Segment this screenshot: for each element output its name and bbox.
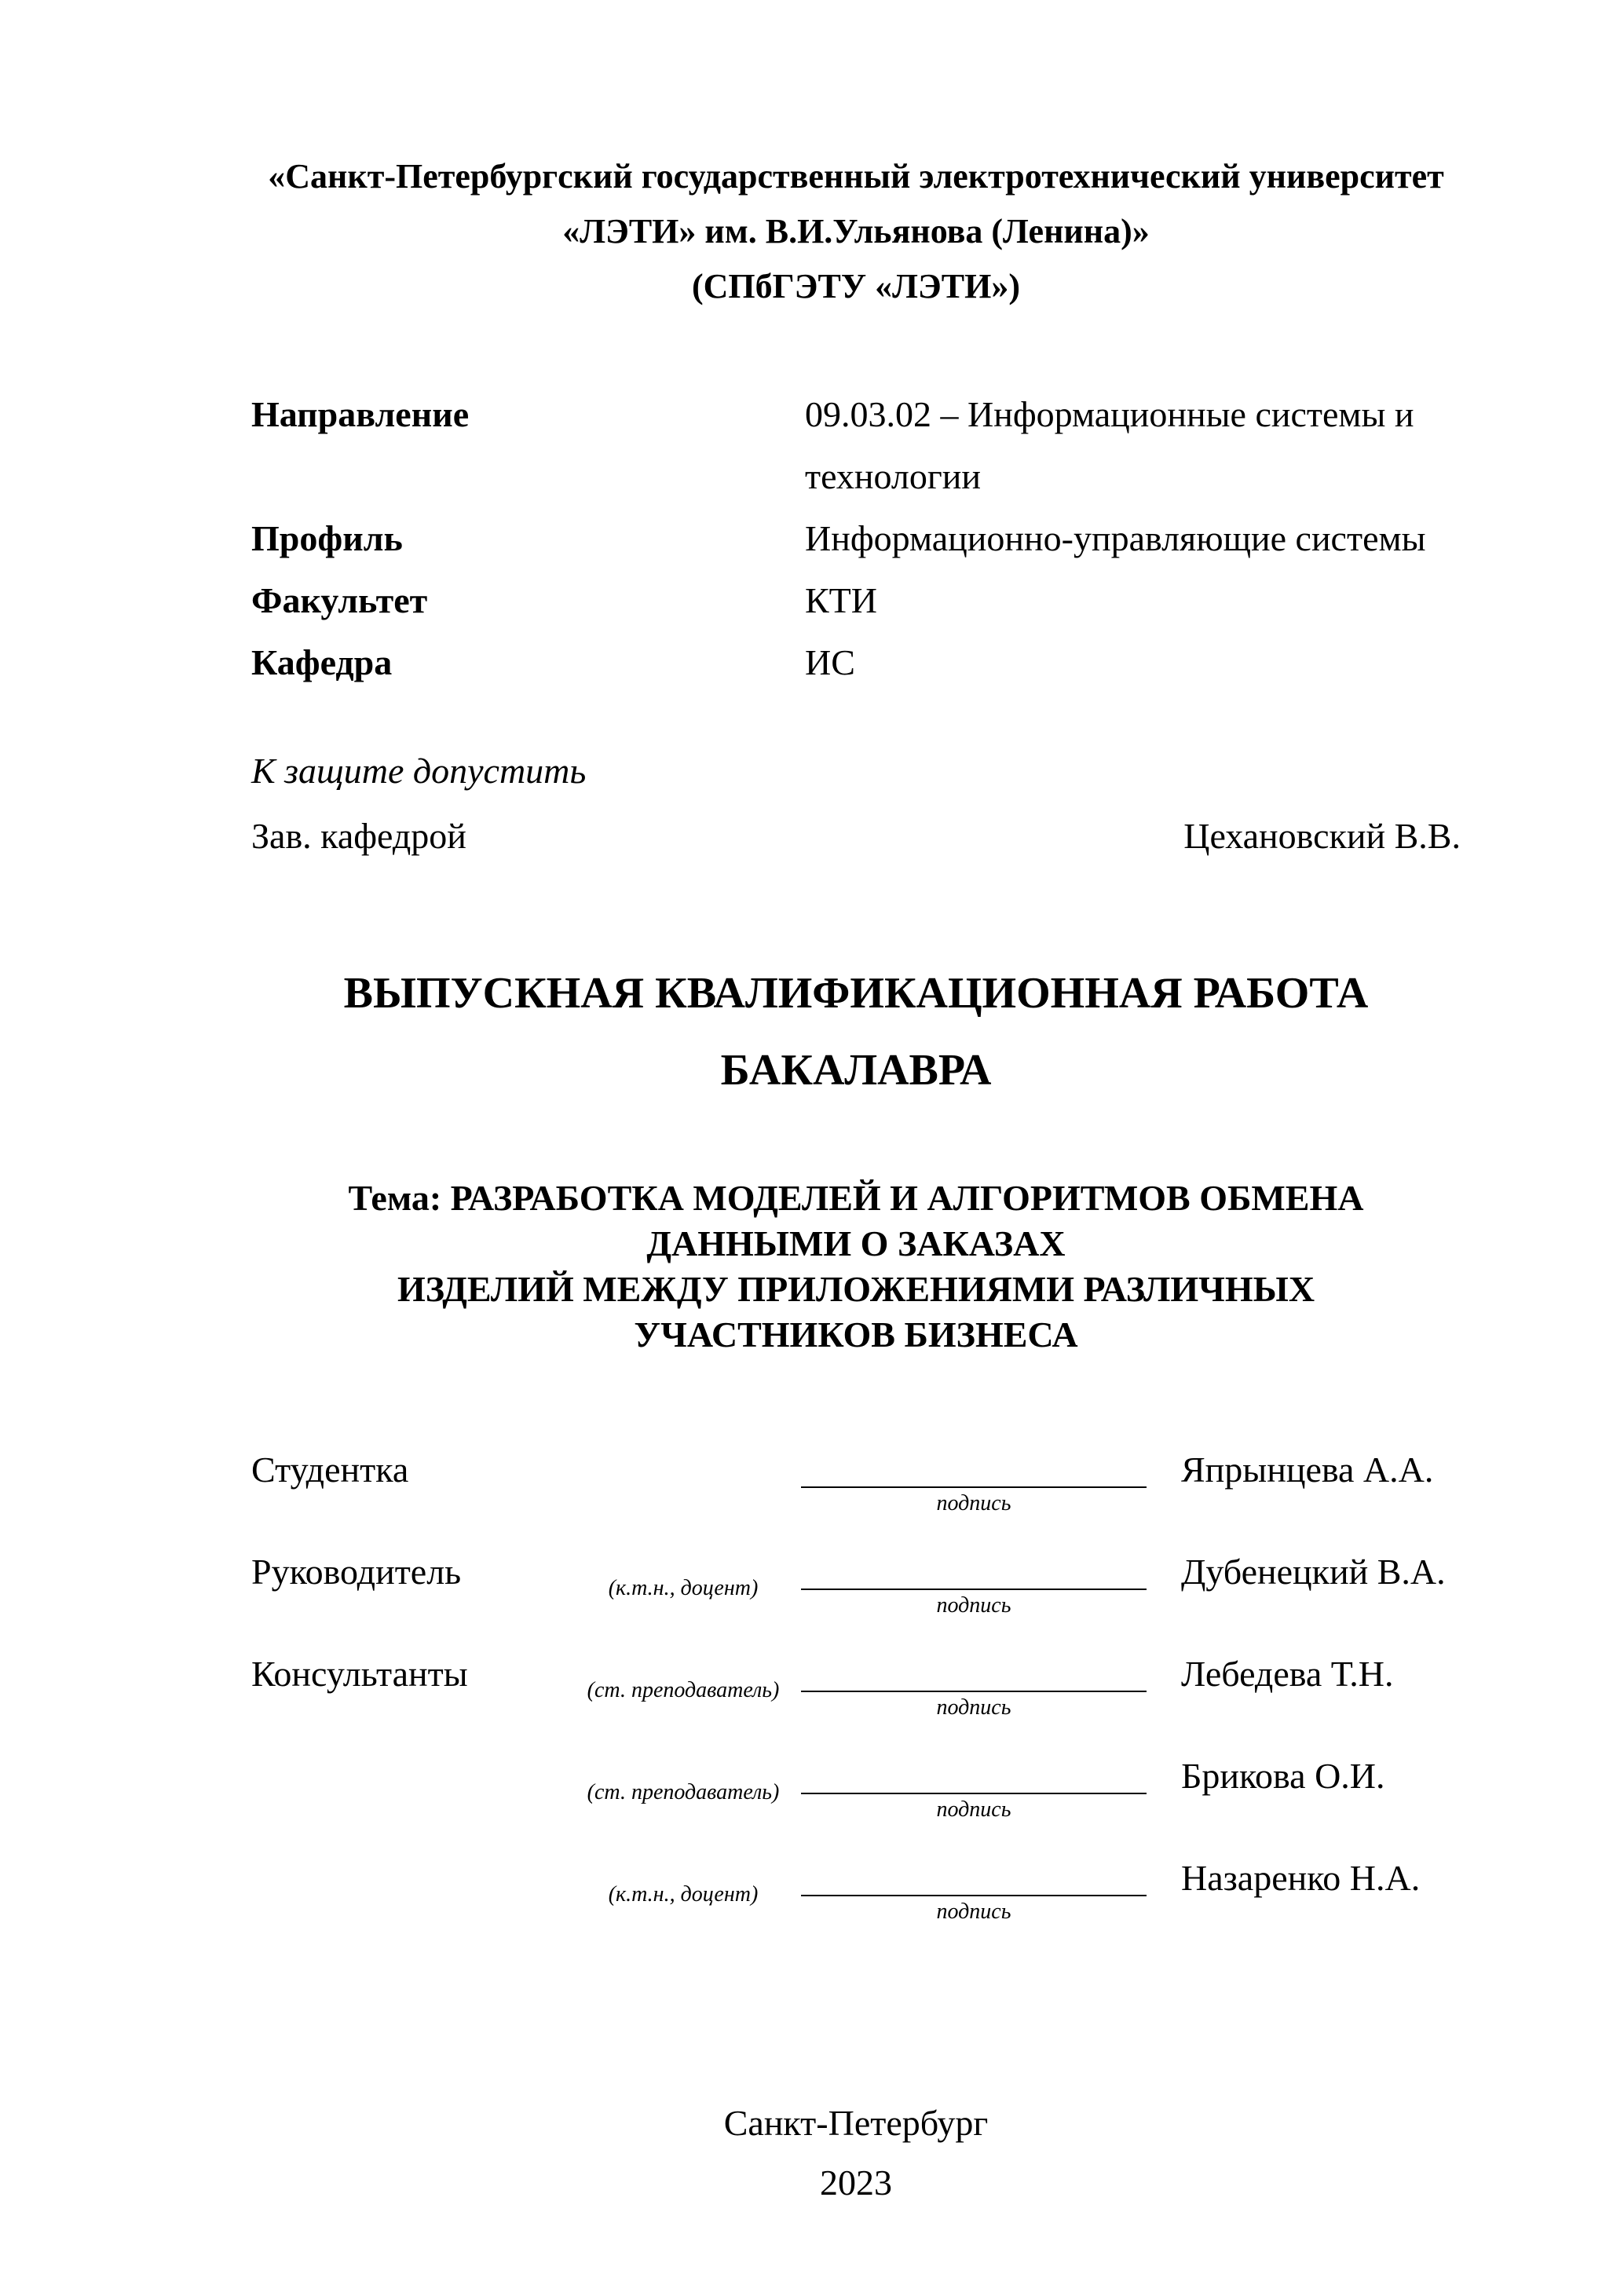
signature-degree: (ст. преподаватель) bbox=[587, 1780, 780, 1804]
signature-row-consultant-3 bbox=[251, 1852, 1461, 1925]
work-theme-line3: ИЗДЕЛИЙ МЕЖДУ ПРИЛОЖЕНИЯМИ РАЗЛИЧНЫХ bbox=[397, 1269, 1315, 1309]
profile-label: Профиль bbox=[251, 518, 403, 558]
profile-value: Информационно-управляющие системы bbox=[805, 518, 1426, 558]
signature-line bbox=[801, 1648, 1147, 1692]
work-title-line2: БАКАЛАВРА bbox=[720, 1046, 992, 1095]
field-row-profile bbox=[251, 507, 1461, 569]
field-row-direction bbox=[251, 383, 1461, 507]
work-theme-line2: ДАННЫМИ О ЗАКАЗАХ bbox=[646, 1223, 1066, 1263]
signature-name: Брикова О.И. bbox=[1181, 1756, 1385, 1796]
signature-line bbox=[801, 1444, 1147, 1488]
signature-role: Студентка bbox=[251, 1450, 409, 1490]
signature-block bbox=[801, 1852, 1147, 1925]
signature-block bbox=[801, 1546, 1147, 1618]
signature-name: Лебедева Т.Н. bbox=[1181, 1654, 1394, 1694]
signature-caption: подпись bbox=[936, 1797, 1011, 1822]
signature-role: Руководитель bbox=[251, 1552, 462, 1592]
work-theme bbox=[251, 1175, 1461, 1358]
signature-caption: подпись bbox=[936, 1695, 1011, 1720]
direction-value: 09.03.02 – Информационные системы и технологии bbox=[805, 394, 1414, 496]
signature-row-supervisor bbox=[251, 1546, 1461, 1618]
department-head-row bbox=[251, 815, 1461, 857]
field-row-faculty bbox=[251, 569, 1461, 631]
signature-degree: (к.т.н., доцент) bbox=[608, 1576, 759, 1600]
field-row-department bbox=[251, 631, 1461, 693]
signature-name: Дубенецкий В.А. bbox=[1181, 1552, 1446, 1592]
footer-year: 2023 bbox=[820, 2163, 892, 2203]
signature-role bbox=[251, 1852, 565, 1857]
work-theme-line1: Тема: РАЗРАБОТКА МОДЕЛЕЙ И АЛГОРИТМОВ ОБМЕНА bbox=[348, 1178, 1364, 1218]
university-abbreviation: (СПбГЭТУ «ЛЭТИ») bbox=[692, 267, 1020, 305]
department-label: Кафедра bbox=[251, 642, 393, 682]
admit-to-defense-line: К защите допустить bbox=[251, 751, 587, 791]
signature-name: Назаренко Н.А. bbox=[1181, 1858, 1421, 1898]
page-footer bbox=[251, 2093, 1461, 2213]
signature-line bbox=[801, 1852, 1147, 1896]
signature-block bbox=[801, 1648, 1147, 1720]
university-header bbox=[251, 149, 1461, 314]
signature-row-consultant-2 bbox=[251, 1750, 1461, 1823]
signature-line bbox=[801, 1546, 1147, 1590]
signature-caption: подпись bbox=[936, 1899, 1011, 1924]
signature-caption: подпись bbox=[936, 1491, 1011, 1515]
signature-degree: (ст. преподаватель) bbox=[587, 1678, 780, 1702]
signature-role bbox=[251, 1750, 565, 1755]
program-details bbox=[251, 383, 1461, 693]
department-head-label: Зав. кафедрой bbox=[251, 816, 466, 856]
university-name-line1: «Санкт-Петербургский государственный электротехнический университет bbox=[268, 157, 1444, 196]
work-title-line1: ВЫПУСКНАЯ КВАЛИФИКАЦИОННАЯ РАБОТА bbox=[343, 969, 1369, 1018]
footer-city: Санкт-Петербург bbox=[723, 2103, 989, 2143]
department-head-name: Цехановский В.В. bbox=[1183, 816, 1461, 856]
signature-name: Япрынцева А.А. bbox=[1181, 1450, 1434, 1490]
faculty-label: Факультет bbox=[251, 580, 428, 620]
signature-line bbox=[801, 1750, 1147, 1794]
signature-block bbox=[801, 1750, 1147, 1823]
work-title bbox=[251, 955, 1461, 1109]
signature-degree: (к.т.н., доцент) bbox=[608, 1882, 759, 1907]
signatures-section bbox=[251, 1444, 1461, 1925]
signature-row-student bbox=[251, 1444, 1461, 1516]
university-name-line2: «ЛЭТИ» им. В.И.Ульянова (Ленина)» bbox=[562, 212, 1150, 250]
signature-caption: подпись bbox=[936, 1593, 1011, 1618]
signature-row-consultant-1 bbox=[251, 1648, 1461, 1720]
signature-role: Консультанты bbox=[251, 1654, 468, 1694]
department-value: ИС bbox=[805, 642, 855, 682]
signature-degree bbox=[565, 1444, 801, 1474]
direction-label: Направление bbox=[251, 394, 470, 434]
faculty-value: КТИ bbox=[805, 580, 877, 620]
work-theme-line4: УЧАСТНИКОВ БИЗНЕСА bbox=[634, 1314, 1078, 1355]
signature-block bbox=[801, 1444, 1147, 1516]
